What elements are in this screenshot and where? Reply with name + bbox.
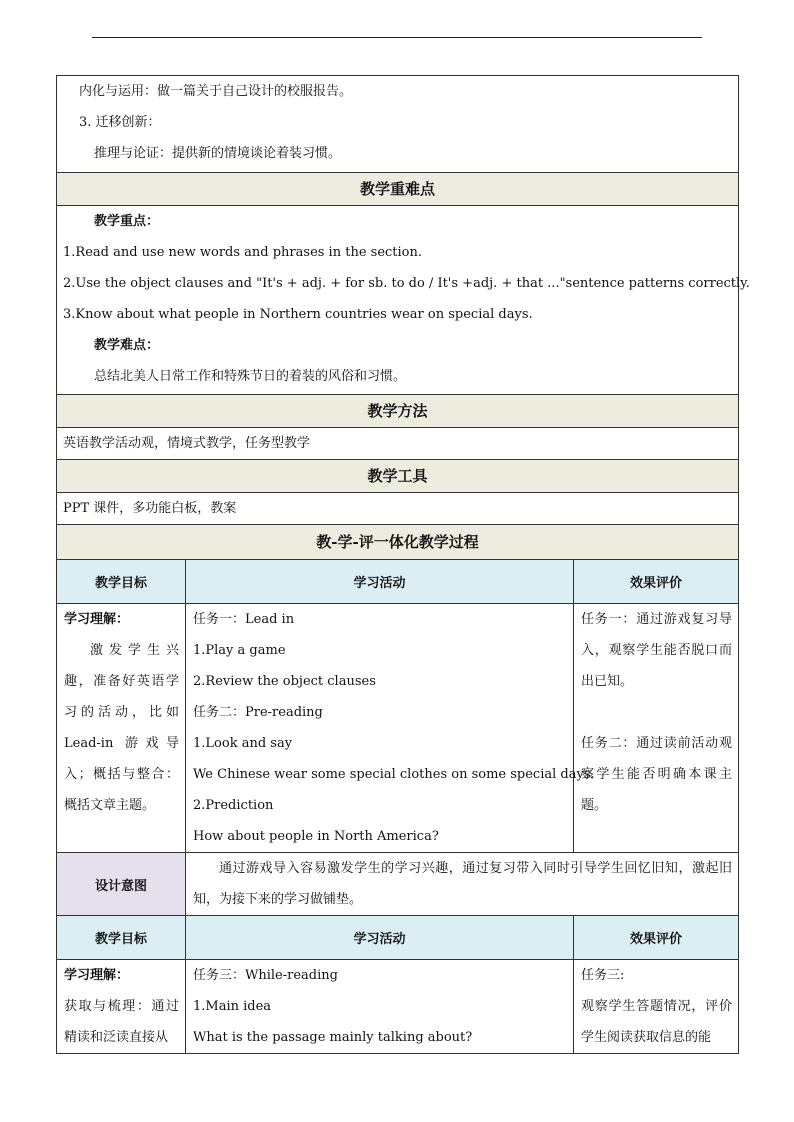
block1-activity-2: 1.Play a game bbox=[193, 643, 286, 658]
block1-activity-6: We Chinese wear some special clothes on some special days. bbox=[193, 767, 595, 782]
process-header-row-2 bbox=[57, 916, 739, 960]
top-line-3: 推理与论证：提供新的情境谈论着装习惯。 bbox=[94, 146, 342, 161]
block2-goal-label: 学习理解： bbox=[64, 968, 130, 983]
focus-label: 教学重点： bbox=[94, 214, 160, 229]
block2-eval-2: 观察学生答题情况，评价学生阅读获取信息的能 bbox=[581, 999, 732, 1045]
process-block-1 bbox=[57, 604, 739, 853]
focus-item-2: 2.Use the object clauses and "It's + adj. + for sb. to do / It's +adj. + that ..."sentence patterns correctly. bbox=[63, 276, 750, 291]
block1-eval-2: 任务二：通过读前活动观察学生能否明确本课主题。 bbox=[581, 736, 732, 813]
header-rule bbox=[92, 37, 702, 38]
header-goal-2: 教学目标 bbox=[57, 916, 186, 960]
design-intent-row bbox=[57, 853, 739, 916]
block1-activity-1: 任务一：Lead in bbox=[193, 612, 295, 627]
tools-heading: 教学工具 bbox=[57, 460, 739, 493]
header-goal: 教学目标 bbox=[57, 560, 186, 604]
methods-heading: 教学方法 bbox=[57, 395, 739, 428]
block2-eval-1: 任务三: bbox=[581, 968, 625, 983]
top-line-1: 内化与运用：做一篇关于自己设计的校服报告。 bbox=[79, 84, 353, 99]
design-intent-label: 设计意图 bbox=[57, 853, 186, 916]
key-points-row bbox=[57, 206, 739, 395]
lesson-plan-table bbox=[56, 75, 750, 1054]
methods-text: 英语教学活动观，情境式教学，任务型教学 bbox=[63, 436, 311, 451]
focus-item-3: 3.Know about what people in Northern countries wear on special days. bbox=[63, 307, 533, 322]
process-heading: 教-学-评一体化教学过程 bbox=[57, 525, 739, 560]
header-eval-2: 效果评价 bbox=[574, 916, 739, 960]
block1-activity-5: 1.Look and say bbox=[193, 736, 293, 751]
block2-activity-3: What is the passage mainly talking about? bbox=[193, 1030, 473, 1045]
difficulty-label: 教学难点： bbox=[94, 338, 160, 353]
block1-eval-1: 任务一：通过游戏复习导入，观察学生能否脱口而出已知。 bbox=[581, 612, 732, 689]
process-block-2 bbox=[57, 960, 739, 1054]
top-block-row bbox=[57, 76, 739, 173]
top-line-2: 3. 迁移创新： bbox=[79, 115, 161, 130]
block1-activity-7: 2.Prediction bbox=[193, 798, 274, 813]
process-header-row-1 bbox=[57, 560, 739, 604]
focus-item-1: 1.Read and use new words and phrases in the section. bbox=[63, 245, 423, 260]
header-activity-2: 学习活动 bbox=[186, 916, 574, 960]
header-eval: 效果评价 bbox=[574, 560, 739, 604]
block1-activity-3: 2.Review the object clauses bbox=[193, 674, 376, 689]
difficulty-text: 总结北美人日常工作和特殊节日的着装的风俗和习惯。 bbox=[94, 369, 407, 384]
design-intent-text: 通过游戏导入容易激发学生的学习兴趣，通过复习带入同时引导学生回忆旧知，激起旧知，为接下来的学习做铺垫。 bbox=[193, 861, 732, 907]
block2-activity-1: 任务三：While-reading bbox=[193, 968, 338, 983]
block1-activity-8: How about people in North America? bbox=[193, 829, 439, 844]
block1-activity-4: 任务二：Pre-reading bbox=[193, 705, 323, 720]
block2-activity-2: 1.Main idea bbox=[193, 999, 272, 1014]
block1-goal-text: 激发学生兴趣，准备好英语学习的活动，比如 Lead-in 游戏导入；概括与整合：概括文章主题。 bbox=[64, 643, 179, 813]
header-activity: 学习活动 bbox=[186, 560, 574, 604]
block2-goal-text: 获取与梳理：通过精读和泛读直接从 bbox=[64, 999, 179, 1045]
tools-text: PPT 课件，多功能白板，教案 bbox=[63, 501, 237, 516]
key-points-heading: 教学重难点 bbox=[57, 173, 739, 206]
block1-goal-label: 学习理解： bbox=[64, 612, 130, 627]
